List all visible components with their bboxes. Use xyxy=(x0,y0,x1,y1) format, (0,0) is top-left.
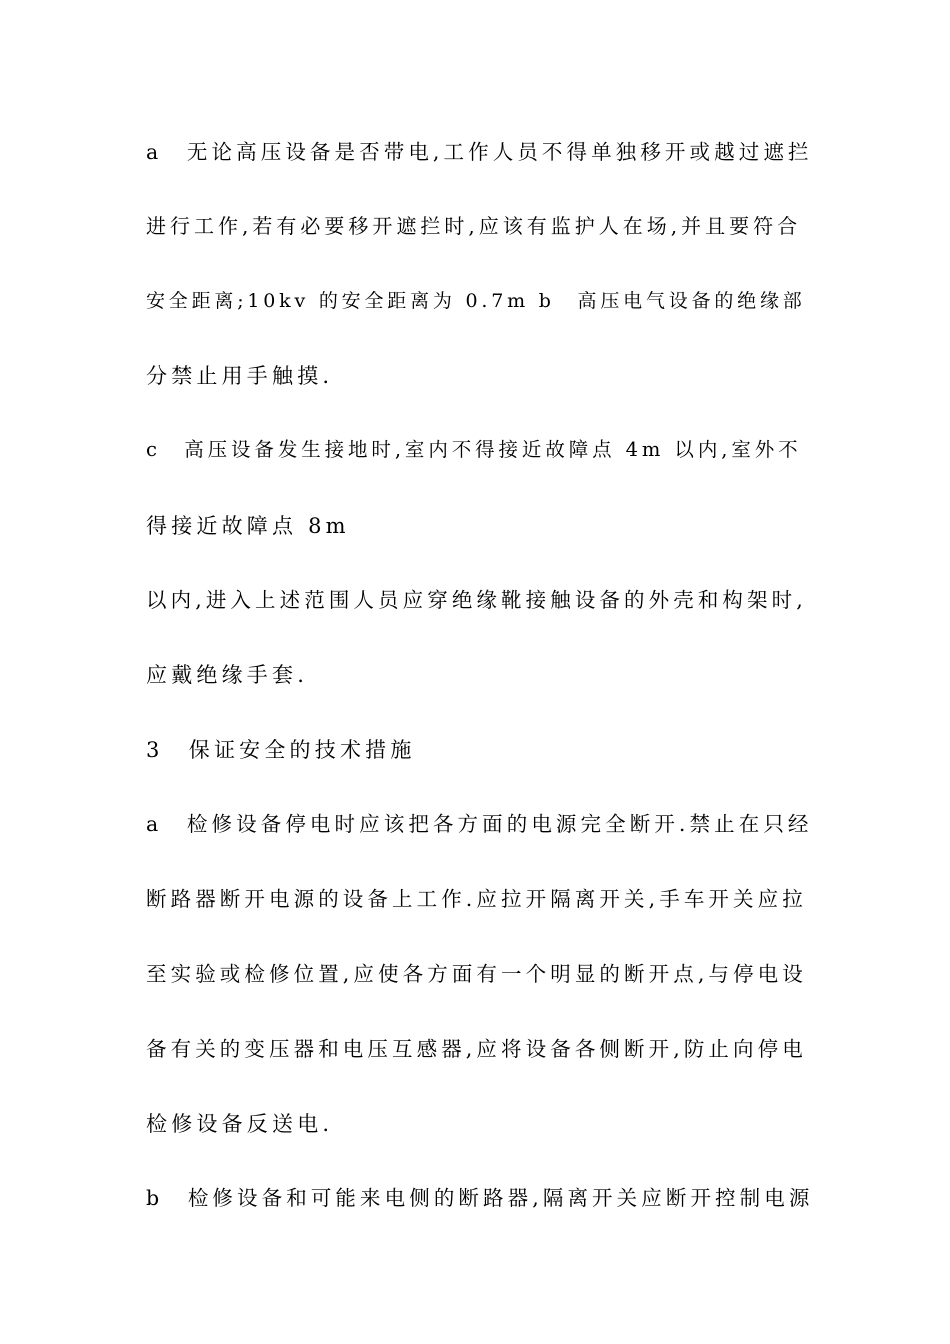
paragraph-line: 得接近故障点 8m xyxy=(146,514,350,538)
paragraph-line: c 高压设备发生接地时,室内不得接近故障点 4m 以内,室外不 xyxy=(146,438,802,461)
paragraph-line: 进行工作,若有必要移开遮拦时,应该有监护人在场,并且要符合 xyxy=(146,214,802,238)
paragraph-line: 分禁止用手触摸. xyxy=(146,364,334,388)
paragraph-line: 应戴绝缘手套. xyxy=(146,663,309,687)
paragraph-line: 备有关的变压器和电压互感器,应将设备各侧断开,防止向停电 xyxy=(146,1037,807,1061)
paragraph-line: a 检修设备停电时应该把各方面的电源完全断开.禁止在只经 xyxy=(146,812,813,836)
paragraph-line: 以内,进入上述范围人员应穿绝缘靴接触设备的外壳和构架时, xyxy=(146,588,807,612)
paragraph-line: b 检修设备和可能来电侧的断路器,隔离开关应断开控制电源 xyxy=(146,1186,814,1210)
paragraph-line: a 无论高压设备是否带电,工作人员不得单独移开或越过遮拦 xyxy=(146,140,813,164)
paragraph-line: 至实验或检修位置,应使各方面有一个明显的断开点,与停电设 xyxy=(146,962,807,986)
paragraph-line: 安全距离;10kv 的安全距离为 0.7m b 高压电气设备的绝缘部 xyxy=(146,290,806,312)
paragraph-line: 检修设备反送电. xyxy=(146,1112,334,1136)
paragraph-line: 断路器断开电源的设备上工作.应拉开隔离开关,手车开关应拉 xyxy=(146,887,807,911)
section-heading: 3 保证安全的技术措施 xyxy=(146,738,416,762)
